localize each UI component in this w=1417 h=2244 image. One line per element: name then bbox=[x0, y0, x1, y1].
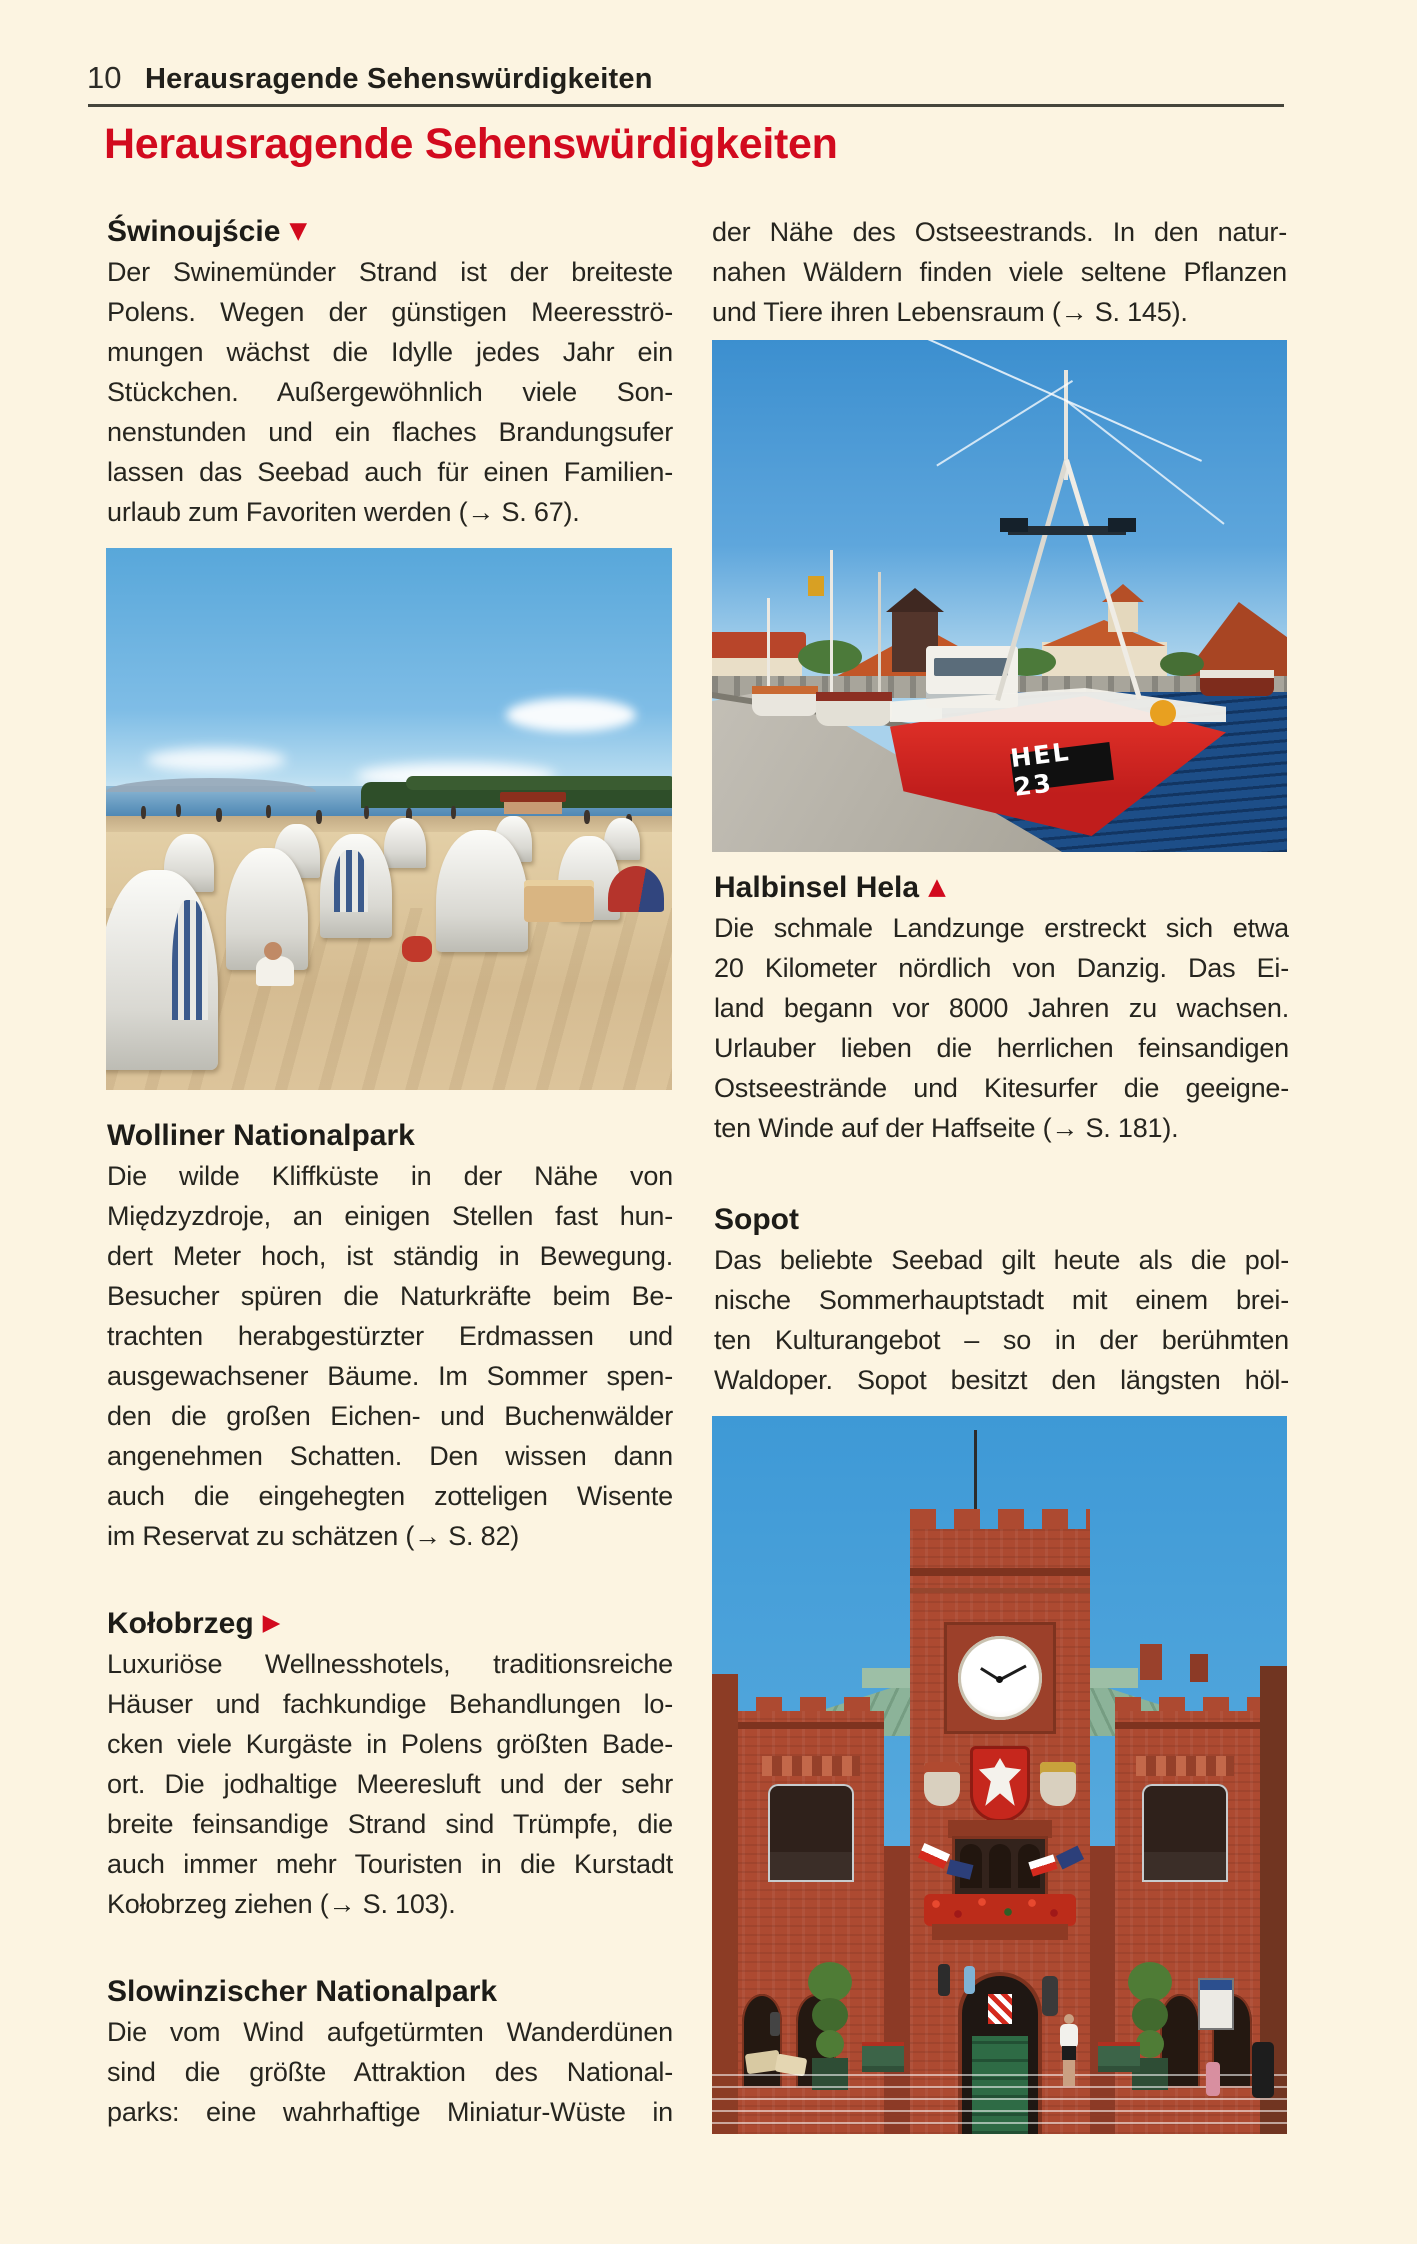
section-body-kolobrzeg bbox=[107, 1644, 673, 1924]
seated-person bbox=[256, 956, 294, 986]
beach-chair bbox=[436, 830, 528, 952]
beach-person bbox=[364, 806, 369, 819]
section-heading-swinoujscie bbox=[107, 212, 673, 254]
text-line: dert Meter hoch, ist ständig in Bewegung. bbox=[107, 1241, 673, 1271]
treeline bbox=[406, 776, 672, 790]
beach-photo bbox=[106, 548, 672, 1090]
beach-hut bbox=[504, 800, 562, 814]
tree bbox=[1160, 652, 1204, 676]
tower-ledge bbox=[910, 1588, 1090, 1593]
beach-chair-stripes bbox=[172, 900, 208, 1020]
pedestrian bbox=[1042, 1976, 1058, 2016]
gable-ornament bbox=[762, 1756, 860, 1776]
mast bbox=[830, 550, 833, 700]
topiary-tree bbox=[1136, 2030, 1164, 2058]
topiary-tree bbox=[1132, 1998, 1168, 2032]
pedestrian-child bbox=[1206, 2062, 1220, 2096]
flag bbox=[808, 576, 824, 596]
text-line: ausgewachsener Bäume. Im Sommer spen- bbox=[107, 1361, 673, 1391]
text-line: im Reservat zu schätzen (→ S. 82) bbox=[107, 1521, 520, 1551]
flower-box bbox=[862, 2046, 904, 2072]
section-title: Halbinsel Hela bbox=[714, 871, 920, 904]
pedestrian-torso bbox=[1060, 2024, 1078, 2048]
text-line: Die wilde Kliffküste in der Nähe von bbox=[107, 1161, 673, 1191]
section-body-wolliner bbox=[107, 1156, 673, 1556]
boat-registration-plate: HEL 23 bbox=[1010, 742, 1114, 792]
section-title: Kołobrzeg bbox=[107, 1607, 254, 1640]
topiary-tree bbox=[1128, 1962, 1172, 2002]
small-boat bbox=[752, 686, 818, 716]
beach-person bbox=[216, 808, 222, 822]
text-line: mungen wächst die Idylle jedes Jahr ein bbox=[107, 337, 673, 367]
text-line: land begann vor 8000 Jahren zu wachsen. bbox=[714, 993, 1289, 1023]
text-line: Stückchen. Außergewöhnlich viele Son- bbox=[107, 377, 673, 407]
text-line: nahen Wäldern finden viele seltene Pflanzen bbox=[712, 257, 1287, 287]
triangle-up-icon: ▲ bbox=[928, 874, 946, 900]
text-line: den die großen Eichen- und Buchenwälder bbox=[107, 1401, 673, 1431]
small-boat bbox=[816, 692, 892, 726]
floodlight bbox=[1108, 518, 1136, 532]
townhall-photo bbox=[712, 1416, 1287, 2134]
text-line: ort. Die jodhaltige Meeresluft und der sehr bbox=[107, 1769, 673, 1799]
window-arch bbox=[989, 1844, 1011, 1888]
text-line: Kołobrzeg ziehen (→ S. 103). bbox=[107, 1889, 456, 1919]
text-line: cken viele Kurgäste in Polens größten Bade- bbox=[107, 1729, 673, 1759]
text-line: Polens. Wegen der günstigen Meeresströ- bbox=[107, 297, 673, 327]
side-shield bbox=[924, 1762, 960, 1806]
text-line: Luxuriöse Wellnesshotels, traditionsreiche bbox=[107, 1649, 673, 1679]
text-line: ten Winde auf der Haffseite (→ S. 181). bbox=[714, 1113, 1179, 1143]
section-heading-slowinzischer bbox=[107, 1972, 673, 2012]
text-line: lassen das Seebad auch für einen Familien- bbox=[107, 457, 673, 487]
text-line: angenehmen Schatten. Den wissen dann bbox=[107, 1441, 673, 1471]
page-number: 10 bbox=[87, 60, 122, 95]
clock-center bbox=[996, 1676, 1003, 1683]
topiary-tree bbox=[816, 2030, 844, 2058]
harbor-photo bbox=[712, 340, 1287, 852]
side-shield bbox=[1040, 1762, 1076, 1806]
beach-person bbox=[584, 810, 590, 824]
section-title: Sopot bbox=[714, 1203, 799, 1236]
section-body-slowinzischer bbox=[107, 2012, 673, 2132]
page-title: Herausragende Sehenswürdigkeiten bbox=[104, 120, 838, 168]
beach-table bbox=[524, 880, 594, 922]
beach-person bbox=[266, 805, 271, 818]
small-boat bbox=[1200, 670, 1274, 696]
white-eagle bbox=[977, 1758, 1023, 1810]
triangle-down-icon: ▼ bbox=[289, 218, 308, 244]
cloud bbox=[146, 748, 286, 772]
flower-box bbox=[1098, 2046, 1140, 2072]
pedestrian-shorts bbox=[1062, 2046, 1076, 2060]
section-title: Wolliner Nationalpark bbox=[107, 1119, 415, 1152]
beach-chair bbox=[384, 818, 426, 868]
balcony-base bbox=[932, 1924, 1068, 1940]
text-line: Urlauber lieben die herrlichen feinsandigen bbox=[714, 1033, 1289, 1063]
topiary-tree bbox=[808, 1962, 852, 2002]
beach-chair bbox=[320, 834, 392, 938]
gable-ornament bbox=[1136, 1756, 1234, 1776]
text-line: auch immer mehr Touristen in die Kurstadt bbox=[107, 1849, 673, 1879]
text-line: Der Swinemünder Strand ist der breiteste bbox=[107, 257, 673, 287]
text-line: ten Kulturangebot – so in der berühmten bbox=[714, 1325, 1289, 1355]
section-heading-kolobrzeg bbox=[107, 1604, 673, 1646]
tower-cornice bbox=[910, 1568, 1090, 1576]
text-line: Häuser und fachkundige Behandlungen lo- bbox=[107, 1689, 673, 1719]
text-line: sind die größte Attraktion des National- bbox=[107, 2057, 673, 2087]
chimney bbox=[1190, 1654, 1208, 1682]
cloud bbox=[506, 698, 636, 732]
text-line: der Nähe des Ostseestrands. In den natur- bbox=[712, 217, 1287, 247]
pedestrian bbox=[964, 1966, 975, 1994]
text-line: urlaub zum Favoriten werden (→ S. 67). bbox=[107, 497, 580, 527]
wing-window bbox=[768, 1784, 854, 1882]
mast bbox=[878, 572, 881, 702]
mast bbox=[767, 598, 770, 698]
section-heading-hela bbox=[714, 868, 1289, 910]
wing-window bbox=[1142, 1784, 1228, 1882]
life-buoy bbox=[1150, 700, 1176, 726]
pedestrian-head bbox=[1064, 2014, 1074, 2024]
beach-chair-stripes bbox=[334, 850, 368, 912]
floodlight bbox=[1000, 518, 1028, 532]
beach-hut-roof bbox=[500, 792, 566, 802]
beach-person bbox=[316, 810, 322, 824]
tower-crenellation bbox=[910, 1509, 1090, 1531]
section-title: Świnoujście bbox=[107, 215, 281, 248]
pedestrian bbox=[938, 1964, 950, 1996]
header-rule bbox=[88, 104, 1284, 107]
beach-person bbox=[176, 804, 181, 817]
flagpole bbox=[974, 1430, 977, 1512]
section-body-sopot bbox=[714, 1240, 1289, 1400]
cabin-windows bbox=[934, 658, 1008, 676]
beach-person bbox=[141, 806, 146, 819]
section-heading-sopot bbox=[714, 1200, 1289, 1240]
section-body-hela bbox=[714, 908, 1289, 1148]
text-line: nische Sommerhauptstadt mit einem brei- bbox=[714, 1285, 1289, 1315]
text-line: Die vom Wind aufgetürmten Wanderdünen bbox=[107, 2017, 673, 2047]
text-line: 20 Kilometer nördlich von Danzig. Das Ei- bbox=[714, 953, 1289, 983]
text-line: auch die eingehegten zotteligen Wisente bbox=[107, 1481, 673, 1511]
text-line: breite feinsandige Strand sind Trümpfe, die bbox=[107, 1809, 673, 1839]
red-roof bbox=[712, 632, 806, 658]
section-body-intro bbox=[712, 212, 1287, 332]
text-line: Ostseestrände und Kitesurfer die geeigne- bbox=[714, 1073, 1289, 1103]
sign-board bbox=[1200, 1980, 1232, 2028]
beach-person bbox=[451, 806, 456, 819]
text-line: Das beliebte Seebad gilt heute als die pol- bbox=[714, 1245, 1289, 1275]
text-line: und Tiere ihren Lebensraum (→ S. 145). bbox=[712, 297, 1188, 327]
left-building-edge bbox=[712, 1674, 738, 2134]
text-line: Waldoper. Sopot besitzt den längsten höl- bbox=[714, 1365, 1289, 1395]
text-line: Besucher spüren die Naturkräfte beim Be- bbox=[107, 1281, 673, 1311]
section-heading-wolliner bbox=[107, 1116, 673, 1156]
eagle-shield bbox=[970, 1746, 1030, 1822]
pedestrian bbox=[1252, 2042, 1274, 2098]
section-body-swinoujscie bbox=[107, 252, 673, 532]
text-line: Die schmale Landzunge erstreckt sich etwa bbox=[714, 913, 1289, 943]
text-line: nenstunden und ein flaches Brandungsufer bbox=[107, 417, 673, 447]
pedestrian bbox=[770, 2012, 780, 2036]
chimney bbox=[1140, 1644, 1162, 1680]
running-header-title: Herausragende Sehenswürdigkeiten bbox=[145, 63, 653, 95]
seated-person-head bbox=[264, 942, 282, 960]
flower-balcony bbox=[924, 1894, 1076, 1926]
text-line: Międzyzdroje, an einigen Stellen fast hun- bbox=[107, 1201, 673, 1231]
steps bbox=[712, 2074, 1287, 2134]
door-emblem bbox=[988, 1994, 1012, 2024]
seated-person-red bbox=[402, 936, 432, 962]
triangle-right-icon: ▶ bbox=[262, 1610, 281, 1636]
text-line: parks: eine wahrhaftige Miniatur-Wüste in bbox=[107, 2097, 673, 2127]
pedestrian-legs bbox=[1063, 2060, 1075, 2086]
section-title: Slowinzischer Nationalpark bbox=[107, 1975, 498, 2008]
topiary-tree bbox=[812, 1998, 848, 2032]
text-line: trachten herabgestürzter Erdmassen und bbox=[107, 1321, 673, 1351]
